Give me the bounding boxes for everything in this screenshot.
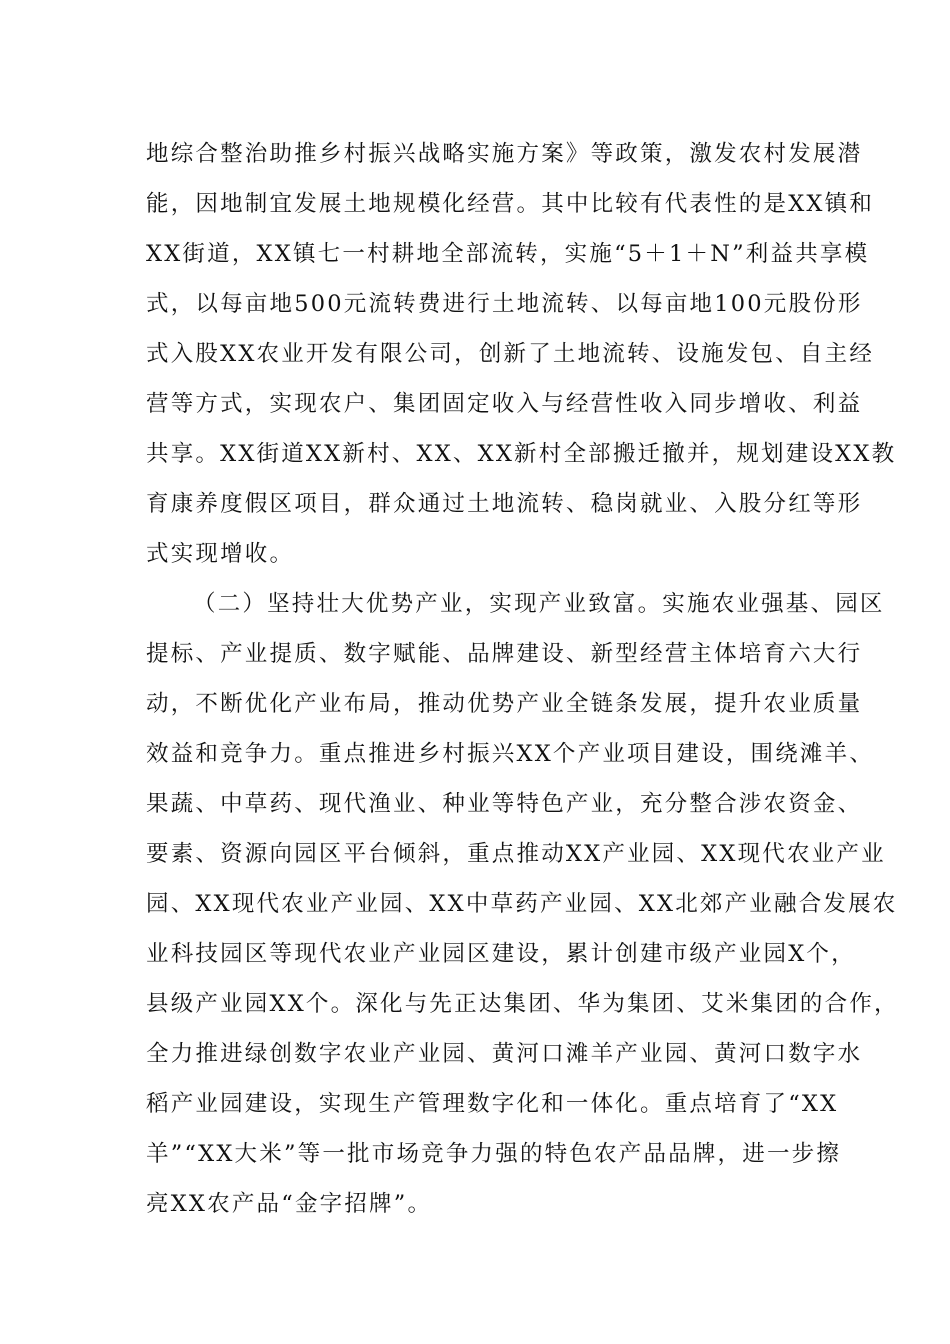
paragraph-first-line: （二）坚持壮大优势产业，实现产业致富。实施农业强基、园区	[193, 591, 885, 617]
text-line: 果蔬、中草药、现代渔业、种业等特色产业，充分整合涉农资金、	[146, 791, 863, 817]
text-line: 地综合整治助推乡村振兴战略实施方案》等政策，激发农村发展潜	[146, 141, 863, 167]
text-line: 全力推进绿创数字农业产业园、黄河口滩羊产业园、黄河口数字水	[146, 1041, 863, 1067]
text-line: 县级产业园XX个。深化与先正达集团、华为集团、艾米集团的合作，	[146, 991, 899, 1017]
text-line: 稻产业园建设，实现生产管理数字化和一体化。重点培育了“XX	[146, 1091, 839, 1117]
text-line: 要素、资源向园区平台倾斜，重点推动XX产业园、XX现代农业产业	[146, 841, 886, 867]
text-line: 亮XX农产品“金字招牌”。	[146, 1191, 433, 1217]
text-line: XX街道，XX镇七一村耕地全部流转，实施“5＋1＋N”利益共享模	[146, 241, 870, 267]
text-line: 业科技园区等现代农业产业园区建设，累计创建市级产业园X个，	[146, 941, 856, 967]
text-line: 提标、产业提质、数字赋能、品牌建设、新型经营主体培育六大行	[146, 641, 863, 667]
text-line: 式入股XX农业开发有限公司，创新了土地流转、设施发包、自主经	[146, 341, 875, 367]
text-line: 动，不断优化产业布局，推动优势产业全链条发展，提升农业质量	[146, 691, 863, 717]
text-line: 式，以每亩地500元流转费进行土地流转、以每亩地100元股份形	[146, 291, 863, 317]
text-line: 营等方式，实现农户、集团固定收入与经营性收入同步增收、利益	[146, 391, 863, 417]
text-line: 共享。XX街道XX新村、XX、XX新村全部搬迁撤并，规划建设XX教	[146, 441, 897, 467]
text-line: 能，因地制宜发展土地规模化经营。其中比较有代表性的是XX镇和	[146, 191, 875, 217]
text-line: 育康养度假区项目，群众通过土地流转、稳岗就业、入股分红等形	[146, 491, 863, 517]
text-line: 羊”“XX大米”等一批市场竞争力强的特色农产品品牌，进一步擦	[146, 1141, 842, 1167]
text-line: 式实现增收。	[146, 541, 295, 567]
text-line: 效益和竞争力。重点推进乡村振兴XX个产业项目建设，围绕滩羊、	[146, 741, 875, 767]
text-line: 园、XX现代农业产业园、XX中草药产业园、XX北郊产业融合发展农	[146, 891, 898, 917]
